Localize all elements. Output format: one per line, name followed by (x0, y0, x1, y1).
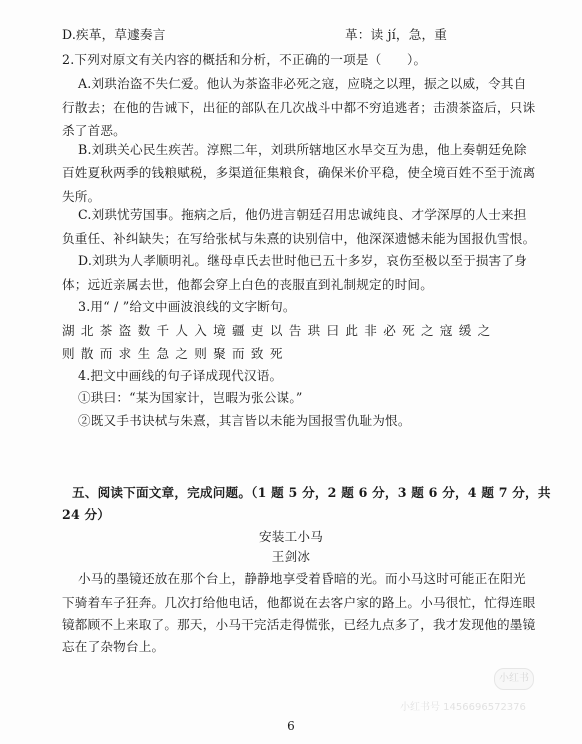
article-paragraph-line1: 小马的墨镜还放在那个台上，静静地享受着昏暗的光。而小马这时可能正在阳光 (78, 571, 526, 586)
q2-option-a-line2: 行散去；在他的告诫下，出征的部队在几次战斗中都不穷追逃者；击溃茶盗后，只诛 (62, 100, 536, 115)
article-title: 安装工小马 (259, 529, 323, 544)
q3-text-line1: 湖北茶盗数千人入境疆吏以告珙曰此非必死之寇缓之 (62, 323, 497, 338)
question-2: 2.下列对原文有关内容的概括和分析，不正确的一项是（ ）。 (62, 52, 427, 67)
q4-sentence-2: ②既又手书诀栻与朱熹，其言皆以未能为国报雪仇耻为恨。 (78, 413, 411, 428)
section-5-heading: 五、阅读下面文章，完成问题。（1 题 5 分，2 题 6 分，3 题 6 分，4 题 7 分，共 (72, 485, 551, 500)
section-5-heading-cont: 24 分） (62, 507, 111, 522)
article-paragraph-line2: 下骑着车子狂奔。几次打给他电话，他都说在去客户家的路上。小马很忙，忙得连眼 (62, 595, 536, 610)
watermark-badge: 小红书 (494, 668, 534, 690)
q2-option-c-line2: 负重任、补纠缺失；在写给张栻与朱熹的诀别信中，他深深遗憾未能为国报仇雪恨。 (62, 231, 536, 246)
q2-option-d-line2: 体；远近亲属去世，他都会穿上白色的丧服直到礼制规定的时间。 (62, 277, 434, 292)
q2-option-b-line2: 百姓夏秋两季的钱粮赋税，多渠道征集粮食，确保米价平稳，使全境百姓不至于流离 (62, 165, 536, 180)
q2-option-c-line1: C.刘珙忧劳国事。拖病之后，他仍进言朝廷召用忠诚纯良、才学深厚的人士来担 (78, 207, 527, 222)
q2-option-b-line1: B.刘珙关心民生疾苦。淳熙二年，刘珙所辖地区水旱交互为患，他上奏朝廷免除 (78, 142, 527, 157)
q2-option-b-line3: 失所。 (62, 189, 101, 204)
q2-option-a-line1: A.刘珙治盗不失仁爱。他认为茶盗非必死之寇，应晓之以理，振之以威，令其自 (78, 76, 527, 91)
option-d-text: D.疾革，草遽奏言 (62, 27, 166, 42)
q2-option-a-line3: 杀了首恶。 (62, 123, 126, 138)
q4-sentence-1: ①珙曰：“某为国家计，岂暇为张公谋。” (78, 390, 303, 405)
question-4: 4.把文中画线的句子译成现代汉语。 (78, 368, 283, 383)
article-paragraph-line4: 忘在了杂物台上。 (62, 639, 165, 654)
watermark-handle: 小红书号 1456696572376 (400, 702, 526, 713)
question-3: 3.用“ / ”给文中画波浪线的文字断句。 (78, 299, 296, 314)
q3-text-line2: 则散而求生急之则聚而致死 (62, 346, 289, 361)
article-paragraph-line3: 镜都顾不上来取了。那天，小马干完活走得慌张，已经九点多了，我才发现他的墨镜 (62, 617, 536, 632)
option-d-note: 革：读 jí，急，重 (345, 27, 448, 42)
page-number: 6 (287, 719, 295, 733)
article-author: 王剑冰 (271, 549, 311, 564)
q2-option-d-line1: D.刘珙为人孝顺明礼。继母卓氏去世时他已五十多岁，哀伤至极以至于损害了身 (78, 253, 528, 268)
